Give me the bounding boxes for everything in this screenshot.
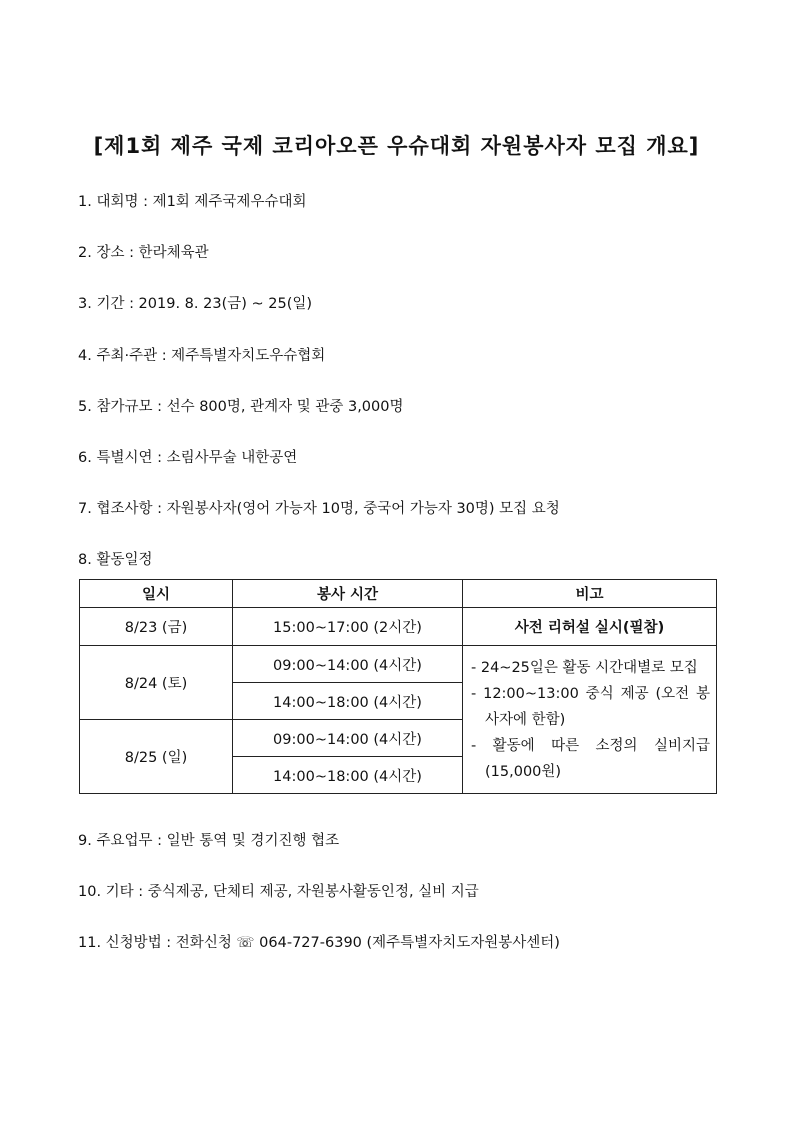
item-organizer: 4. 주최·주관 : 제주특별자치도우슈협회 <box>78 348 326 364</box>
header-note: 비고 <box>463 580 717 608</box>
table-header-row <box>80 580 717 608</box>
date-cell: 8/23 (금) <box>80 608 233 646</box>
page-title: [제1회 제주 국제 코리아오픈 우슈대회 자원봉사자 모집 개요] <box>93 134 700 158</box>
item-request: 7. 협조사항 : 자원봉사자(영어 가능자 10명, 중국어 가능자 30명) 모집 요청 <box>78 501 560 517</box>
time-cell: 15:00~17:00 (2시간) <box>233 608 463 646</box>
time-cell: 14:00~18:00 (4시간) <box>233 683 463 720</box>
note-item: - 24~25일은 활동 시간대별로 모집 <box>471 659 698 676</box>
time-cell: 09:00~14:00 (4시간) <box>233 720 463 757</box>
item-application: 11. 신청방법 : 전화신청 ☏ 064-727-6390 (제주특별자치도자원봉사센터) <box>78 935 560 951</box>
date-cell: 8/24 (토) <box>80 646 233 720</box>
note-rehearsal: 사전 리허설 실시(필참) <box>463 608 717 646</box>
schedule-table <box>79 579 717 794</box>
item-period: 3. 기간 : 2019. 8. 23(금) ~ 25(일) <box>78 296 313 312</box>
item-venue: 2. 장소 : 한라체육관 <box>78 245 209 261</box>
item-main-duties: 9. 주요업무 : 일반 통역 및 경기진행 협조 <box>78 833 340 849</box>
table-row <box>80 608 717 646</box>
item-schedule-heading: 8. 활동일정 <box>78 552 153 568</box>
header-date: 일시 <box>80 580 233 608</box>
date-cell: 8/25 (일) <box>80 720 233 794</box>
time-cell: 14:00~18:00 (4시간) <box>233 757 463 794</box>
note-item: - 12:00~13:00 중식 제공 (오전 봉사자에 한함) <box>471 685 710 728</box>
item-other: 10. 기타 : 중식제공, 단체티 제공, 자원봉사활동인정, 실비 지급 <box>78 884 479 900</box>
table-row <box>80 646 717 683</box>
notes-cell <box>463 646 717 794</box>
item-special-demo: 6. 특별시연 : 소림사무술 내한공연 <box>78 450 298 466</box>
time-cell: 09:00~14:00 (4시간) <box>233 646 463 683</box>
item-scale: 5. 참가규모 : 선수 800명, 관계자 및 관중 3,000명 <box>78 399 404 415</box>
item-event-name: 1. 대회명 : 제1회 제주국제우슈대회 <box>78 194 307 210</box>
note-item: - 활동에 따른 소정의 실비지급 (15,000원) <box>471 737 710 780</box>
header-time: 봉사 시간 <box>233 580 463 608</box>
